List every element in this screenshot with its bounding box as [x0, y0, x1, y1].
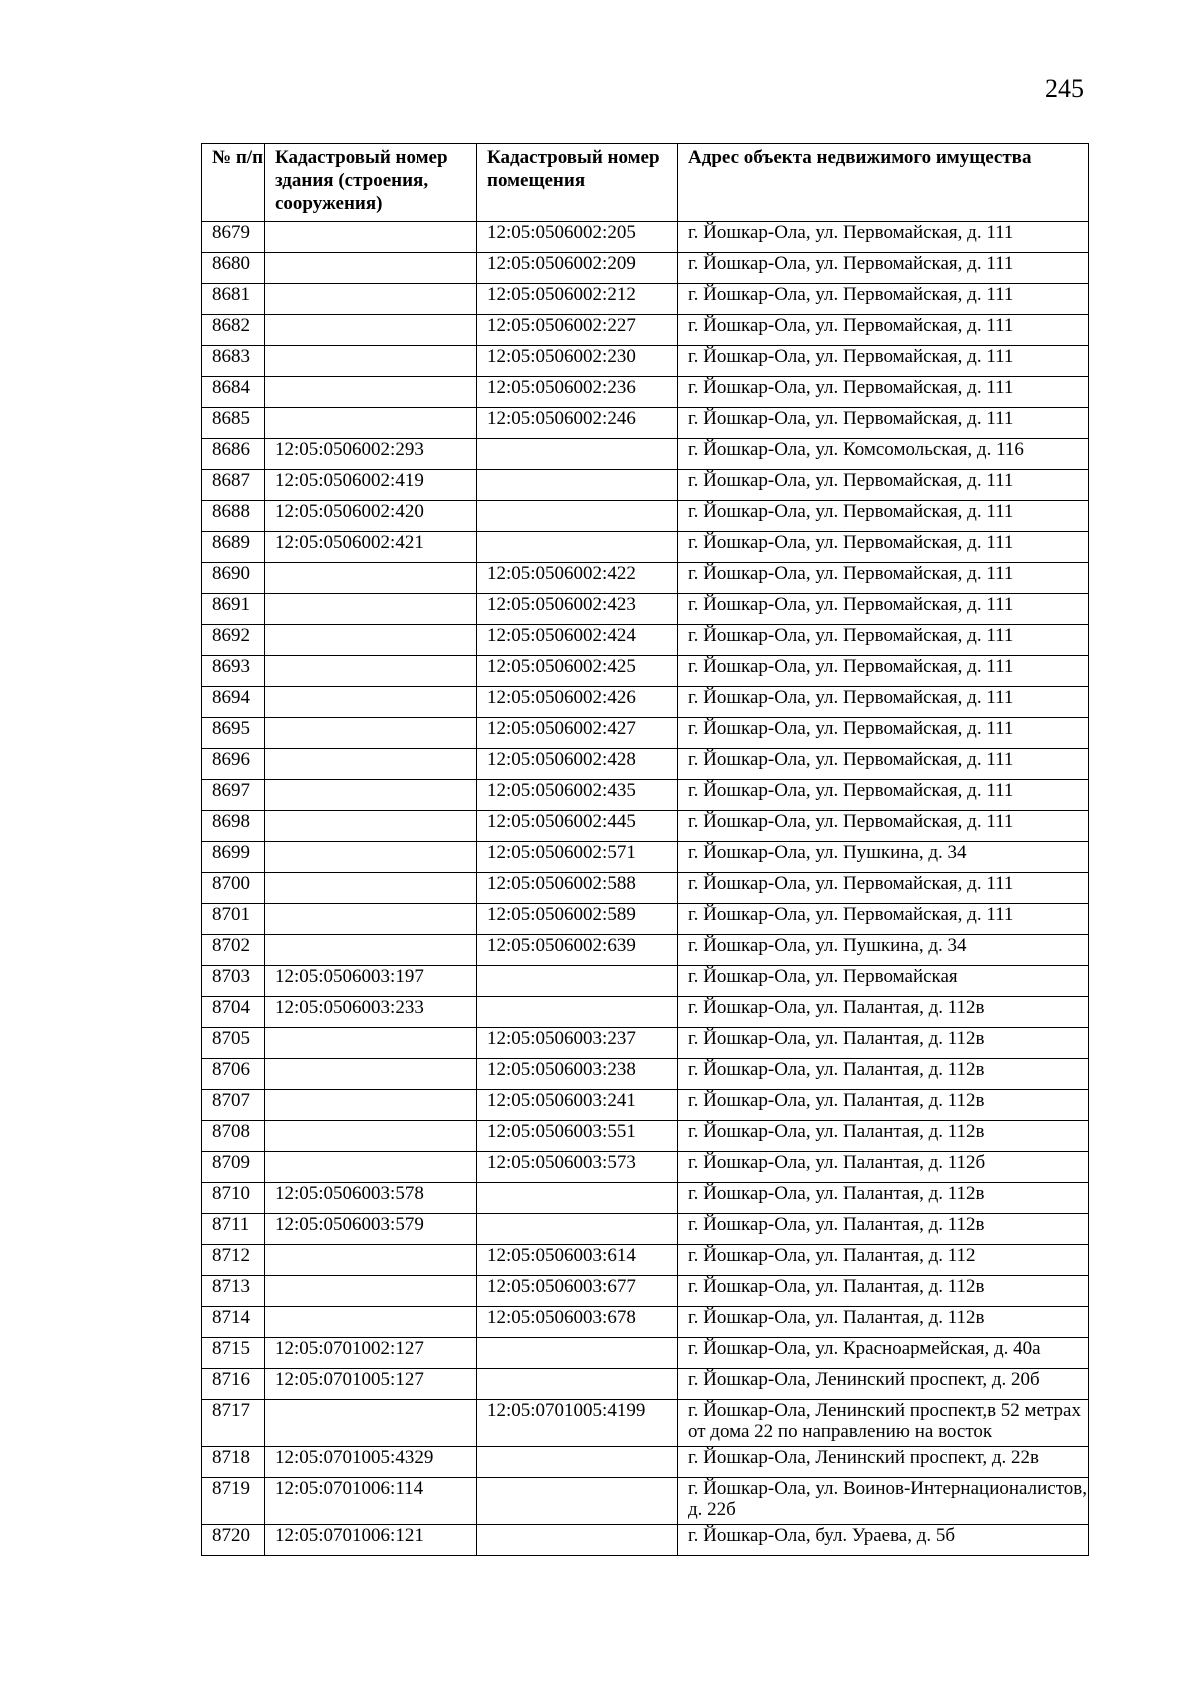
cell-address: г. Йошкар-Ола, ул. Первомайская, д. 111 [678, 563, 1089, 594]
cell-room-cadastral: 12:05:0506002:426 [477, 687, 678, 718]
table-row [202, 1121, 1089, 1152]
cell-address: г. Йошкар-Ола, Ленинский проспект,в 52 метрах от дома 22 по направлению на восток [678, 1400, 1089, 1447]
cell-room-cadastral [477, 1338, 678, 1369]
cell-num: 8709 [202, 1152, 265, 1183]
cell-num: 8680 [202, 253, 265, 284]
cell-address: г. Йошкар-Ола, ул. Комсомольская, д. 116 [678, 439, 1089, 470]
cell-room-cadastral: 12:05:0506002:227 [477, 315, 678, 346]
cell-num: 8708 [202, 1121, 265, 1152]
cell-building-cadastral: 12:05:0701005:4329 [265, 1447, 477, 1478]
cell-num: 8691 [202, 594, 265, 625]
cell-address: г. Йошкар-Ола, ул. Палантая, д. 112в [678, 1121, 1089, 1152]
cell-room-cadastral: 12:05:0506003:573 [477, 1152, 678, 1183]
cell-num: 8707 [202, 1090, 265, 1121]
cell-building-cadastral [265, 284, 477, 315]
cell-building-cadastral [265, 253, 477, 284]
cell-room-cadastral [477, 1447, 678, 1478]
cell-address: г. Йошкар-Ола, ул. Первомайская, д. 111 [678, 749, 1089, 780]
table-row [202, 470, 1089, 501]
cell-room-cadastral [477, 1183, 678, 1214]
cell-building-cadastral: 12:05:0701006:114 [265, 1478, 477, 1525]
table-row [202, 563, 1089, 594]
cell-room-cadastral: 12:05:0506003:237 [477, 1028, 678, 1059]
cell-num: 8717 [202, 1400, 265, 1447]
table-row [202, 1478, 1089, 1525]
cell-address: г. Йошкар-Ола, ул. Первомайская, д. 111 [678, 253, 1089, 284]
cell-address: г. Йошкар-Ола, ул. Палантая, д. 112в [678, 1028, 1089, 1059]
cell-address: г. Йошкар-Ола, ул. Первомайская, д. 111 [678, 811, 1089, 842]
cell-building-cadastral [265, 935, 477, 966]
table-row [202, 1028, 1089, 1059]
table-row [202, 1152, 1089, 1183]
table-row [202, 1276, 1089, 1307]
cell-room-cadastral: 12:05:0506003:614 [477, 1245, 678, 1276]
cell-address: г. Йошкар-Ола, ул. Первомайская, д. 111 [678, 377, 1089, 408]
cell-num: 8688 [202, 501, 265, 532]
table-row [202, 1338, 1089, 1369]
cell-building-cadastral: 12:05:0506002:420 [265, 501, 477, 532]
cell-num: 8712 [202, 1245, 265, 1276]
table-row [202, 1059, 1089, 1090]
cell-num: 8700 [202, 873, 265, 904]
table-row [202, 532, 1089, 563]
cell-building-cadastral: 12:05:0506002:421 [265, 532, 477, 563]
table-row [202, 377, 1089, 408]
table-row [202, 594, 1089, 625]
cell-room-cadastral: 12:05:0506002:445 [477, 811, 678, 842]
cell-room-cadastral: 12:05:0506002:589 [477, 904, 678, 935]
cell-address: г. Йошкар-Ола, ул. Первомайская, д. 111 [678, 873, 1089, 904]
table-row [202, 222, 1089, 253]
cell-address: г. Йошкар-Ола, ул. Первомайская, д. 111 [678, 222, 1089, 253]
cell-room-cadastral [477, 470, 678, 501]
cell-building-cadastral [265, 563, 477, 594]
cell-room-cadastral: 12:05:0506003:551 [477, 1121, 678, 1152]
cell-address: г. Йошкар-Ола, ул. Первомайская, д. 111 [678, 904, 1089, 935]
page-number: 245 [1045, 74, 1084, 103]
cell-building-cadastral [265, 1152, 477, 1183]
cell-building-cadastral [265, 594, 477, 625]
cell-room-cadastral: 12:05:0506003:677 [477, 1276, 678, 1307]
cell-num: 8692 [202, 625, 265, 656]
cell-building-cadastral [265, 1059, 477, 1090]
cell-address: г. Йошкар-Ола, ул. Первомайская, д. 111 [678, 594, 1089, 625]
table-row [202, 1369, 1089, 1400]
cell-building-cadastral [265, 1090, 477, 1121]
cell-room-cadastral [477, 532, 678, 563]
cell-building-cadastral: 12:05:0701005:127 [265, 1369, 477, 1400]
cell-building-cadastral [265, 625, 477, 656]
table-row [202, 904, 1089, 935]
cell-room-cadastral: 12:05:0506002:246 [477, 408, 678, 439]
table-row [202, 1214, 1089, 1245]
cell-room-cadastral: 12:05:0506002:428 [477, 749, 678, 780]
cell-address: г. Йошкар-Ола, ул. Воинов-Интернационалистов, д. 22б [678, 1478, 1089, 1525]
cell-building-cadastral [265, 315, 477, 346]
cell-num: 8696 [202, 749, 265, 780]
cell-address: г. Йошкар-Ола, ул. Палантая, д. 112в [678, 1214, 1089, 1245]
cell-building-cadastral [265, 222, 477, 253]
cell-room-cadastral: 12:05:0506002:427 [477, 718, 678, 749]
cell-address: г. Йошкар-Ола, ул. Палантая, д. 112б [678, 1152, 1089, 1183]
cell-num: 8686 [202, 439, 265, 470]
cell-num: 8703 [202, 966, 265, 997]
table-row [202, 1090, 1089, 1121]
table-row [202, 253, 1089, 284]
cell-room-cadastral [477, 1478, 678, 1525]
cell-num: 8689 [202, 532, 265, 563]
cell-building-cadastral [265, 749, 477, 780]
cell-num: 8706 [202, 1059, 265, 1090]
cell-address: г. Йошкар-Ола, ул. Палантая, д. 112в [678, 1183, 1089, 1214]
cell-building-cadastral: 12:05:0506003:579 [265, 1214, 477, 1245]
cell-address: г. Йошкар-Ола, ул. Палантая, д. 112в [678, 997, 1089, 1028]
cell-room-cadastral: 12:05:0506002:424 [477, 625, 678, 656]
table-row [202, 749, 1089, 780]
cell-room-cadastral: 12:05:0506003:238 [477, 1059, 678, 1090]
cell-address: г. Йошкар-Ола, ул. Палантая, д. 112в [678, 1307, 1089, 1338]
cell-address: г. Йошкар-Ола, ул. Палантая, д. 112в [678, 1090, 1089, 1121]
cell-building-cadastral [265, 718, 477, 749]
table-body [202, 222, 1089, 1556]
cell-num: 8710 [202, 1183, 265, 1214]
table-row [202, 1400, 1089, 1447]
cell-building-cadastral [265, 1028, 477, 1059]
cell-address: г. Йошкар-Ола, ул. Первомайская [678, 966, 1089, 997]
cell-room-cadastral: 12:05:0506002:212 [477, 284, 678, 315]
cell-building-cadastral [265, 780, 477, 811]
cell-address: г. Йошкар-Ола, бул. Ураева, д. 5б [678, 1525, 1089, 1556]
cell-num: 8690 [202, 563, 265, 594]
cell-num: 8711 [202, 1214, 265, 1245]
cell-room-cadastral: 12:05:0506002:209 [477, 253, 678, 284]
cell-building-cadastral [265, 346, 477, 377]
table-row [202, 439, 1089, 470]
cell-building-cadastral [265, 873, 477, 904]
cell-address: г. Йошкар-Ола, ул. Первомайская, д. 111 [678, 532, 1089, 563]
cell-num: 8697 [202, 780, 265, 811]
table-row [202, 780, 1089, 811]
cell-num: 8681 [202, 284, 265, 315]
cell-num: 8687 [202, 470, 265, 501]
cell-address: г. Йошкар-Ола, ул. Палантая, д. 112в [678, 1059, 1089, 1090]
cell-building-cadastral: 12:05:0506003:578 [265, 1183, 477, 1214]
table-row [202, 625, 1089, 656]
table-row [202, 687, 1089, 718]
cell-building-cadastral: 12:05:0701006:121 [265, 1525, 477, 1556]
cell-num: 8715 [202, 1338, 265, 1369]
cell-building-cadastral: 12:05:0506003:197 [265, 966, 477, 997]
cell-building-cadastral [265, 1307, 477, 1338]
cell-room-cadastral: 12:05:0506002:639 [477, 935, 678, 966]
cell-building-cadastral: 12:05:0701002:127 [265, 1338, 477, 1369]
cell-building-cadastral: 12:05:0506002:419 [265, 470, 477, 501]
table-row [202, 966, 1089, 997]
cell-building-cadastral [265, 408, 477, 439]
table-row [202, 408, 1089, 439]
table-row [202, 1447, 1089, 1478]
table-row [202, 315, 1089, 346]
header-building-cadastral: Кадастровый номер здания (строения, сооружения) [265, 144, 477, 222]
cell-building-cadastral [265, 377, 477, 408]
cell-building-cadastral [265, 1121, 477, 1152]
cell-num: 8684 [202, 377, 265, 408]
cell-address: г. Йошкар-Ола, ул. Первомайская, д. 111 [678, 346, 1089, 377]
cell-room-cadastral [477, 439, 678, 470]
cell-address: г. Йошкар-Ола, Ленинский проспект, д. 22в [678, 1447, 1089, 1478]
cell-room-cadastral: 12:05:0506003:678 [477, 1307, 678, 1338]
cell-address: г. Йошкар-Ола, ул. Палантая, д. 112 [678, 1245, 1089, 1276]
table-row [202, 842, 1089, 873]
header-num: № п/п [202, 144, 265, 222]
cell-building-cadastral [265, 1400, 477, 1447]
cell-room-cadastral: 12:05:0506003:241 [477, 1090, 678, 1121]
cell-address: г. Йошкар-Ола, ул. Первомайская, д. 111 [678, 284, 1089, 315]
cell-address: г. Йошкар-Ола, ул. Первомайская, д. 111 [678, 408, 1089, 439]
cell-building-cadastral [265, 842, 477, 873]
cell-num: 8720 [202, 1525, 265, 1556]
cell-num: 8704 [202, 997, 265, 1028]
cell-address: г. Йошкар-Ола, ул. Первомайская, д. 111 [678, 780, 1089, 811]
cell-num: 8702 [202, 935, 265, 966]
table-row [202, 1525, 1089, 1556]
cell-num: 8695 [202, 718, 265, 749]
cell-address: г. Йошкар-Ола, Ленинский проспект, д. 20б [678, 1369, 1089, 1400]
cell-room-cadastral [477, 1214, 678, 1245]
cell-num: 8719 [202, 1478, 265, 1525]
cell-address: г. Йошкар-Ола, ул. Первомайская, д. 111 [678, 625, 1089, 656]
cell-num: 8705 [202, 1028, 265, 1059]
table-row [202, 346, 1089, 377]
cell-address: г. Йошкар-Ола, ул. Первомайская, д. 111 [678, 501, 1089, 532]
cell-num: 8683 [202, 346, 265, 377]
cell-building-cadastral [265, 904, 477, 935]
cell-room-cadastral [477, 997, 678, 1028]
cell-num: 8693 [202, 656, 265, 687]
cell-room-cadastral: 12:05:0506002:230 [477, 346, 678, 377]
table-row [202, 1245, 1089, 1276]
cell-building-cadastral [265, 1276, 477, 1307]
cell-address: г. Йошкар-Ола, ул. Первомайская, д. 111 [678, 656, 1089, 687]
cell-room-cadastral [477, 966, 678, 997]
table-row [202, 656, 1089, 687]
table-row [202, 718, 1089, 749]
cell-room-cadastral: 12:05:0506002:588 [477, 873, 678, 904]
registry-table [201, 143, 1089, 1556]
cell-room-cadastral: 12:05:0506002:236 [477, 377, 678, 408]
table-header-row [202, 144, 1089, 222]
cell-room-cadastral: 12:05:0506002:423 [477, 594, 678, 625]
cell-building-cadastral [265, 1245, 477, 1276]
table-row [202, 1183, 1089, 1214]
cell-building-cadastral: 12:05:0506002:293 [265, 439, 477, 470]
table-row [202, 935, 1089, 966]
cell-address: г. Йошкар-Ола, ул. Пушкина, д. 34 [678, 935, 1089, 966]
cell-building-cadastral: 12:05:0506003:233 [265, 997, 477, 1028]
cell-address: г. Йошкар-Ола, ул. Красноармейская, д. 40а [678, 1338, 1089, 1369]
cell-num: 8718 [202, 1447, 265, 1478]
cell-num: 8716 [202, 1369, 265, 1400]
header-room-cadastral: Кадастровый номер помещения [477, 144, 678, 222]
cell-num: 8714 [202, 1307, 265, 1338]
cell-num: 8713 [202, 1276, 265, 1307]
cell-address: г. Йошкар-Ола, ул. Первомайская, д. 111 [678, 470, 1089, 501]
table-row [202, 501, 1089, 532]
cell-address: г. Йошкар-Ола, ул. Первомайская, д. 111 [678, 315, 1089, 346]
cell-address: г. Йошкар-Ола, ул. Первомайская, д. 111 [678, 687, 1089, 718]
cell-room-cadastral: 12:05:0506002:435 [477, 780, 678, 811]
cell-num: 8679 [202, 222, 265, 253]
cell-num: 8701 [202, 904, 265, 935]
cell-num: 8694 [202, 687, 265, 718]
cell-address: г. Йошкар-Ола, ул. Пушкина, д. 34 [678, 842, 1089, 873]
cell-num: 8699 [202, 842, 265, 873]
cell-building-cadastral [265, 656, 477, 687]
cell-building-cadastral [265, 811, 477, 842]
cell-room-cadastral [477, 1525, 678, 1556]
cell-room-cadastral: 12:05:0506002:205 [477, 222, 678, 253]
table-row [202, 997, 1089, 1028]
cell-room-cadastral: 12:05:0506002:422 [477, 563, 678, 594]
header-address: Адрес объекта недвижимого имущества [678, 144, 1089, 222]
cell-room-cadastral [477, 1369, 678, 1400]
table-row [202, 811, 1089, 842]
cell-room-cadastral: 12:05:0701005:4199 [477, 1400, 678, 1447]
table-row [202, 1307, 1089, 1338]
cell-num: 8698 [202, 811, 265, 842]
cell-room-cadastral: 12:05:0506002:425 [477, 656, 678, 687]
cell-room-cadastral: 12:05:0506002:571 [477, 842, 678, 873]
cell-num: 8682 [202, 315, 265, 346]
table-row [202, 284, 1089, 315]
cell-num: 8685 [202, 408, 265, 439]
table-row [202, 873, 1089, 904]
cell-building-cadastral [265, 687, 477, 718]
cell-address: г. Йошкар-Ола, ул. Первомайская, д. 111 [678, 718, 1089, 749]
cell-address: г. Йошкар-Ола, ул. Палантая, д. 112в [678, 1276, 1089, 1307]
cell-room-cadastral [477, 501, 678, 532]
